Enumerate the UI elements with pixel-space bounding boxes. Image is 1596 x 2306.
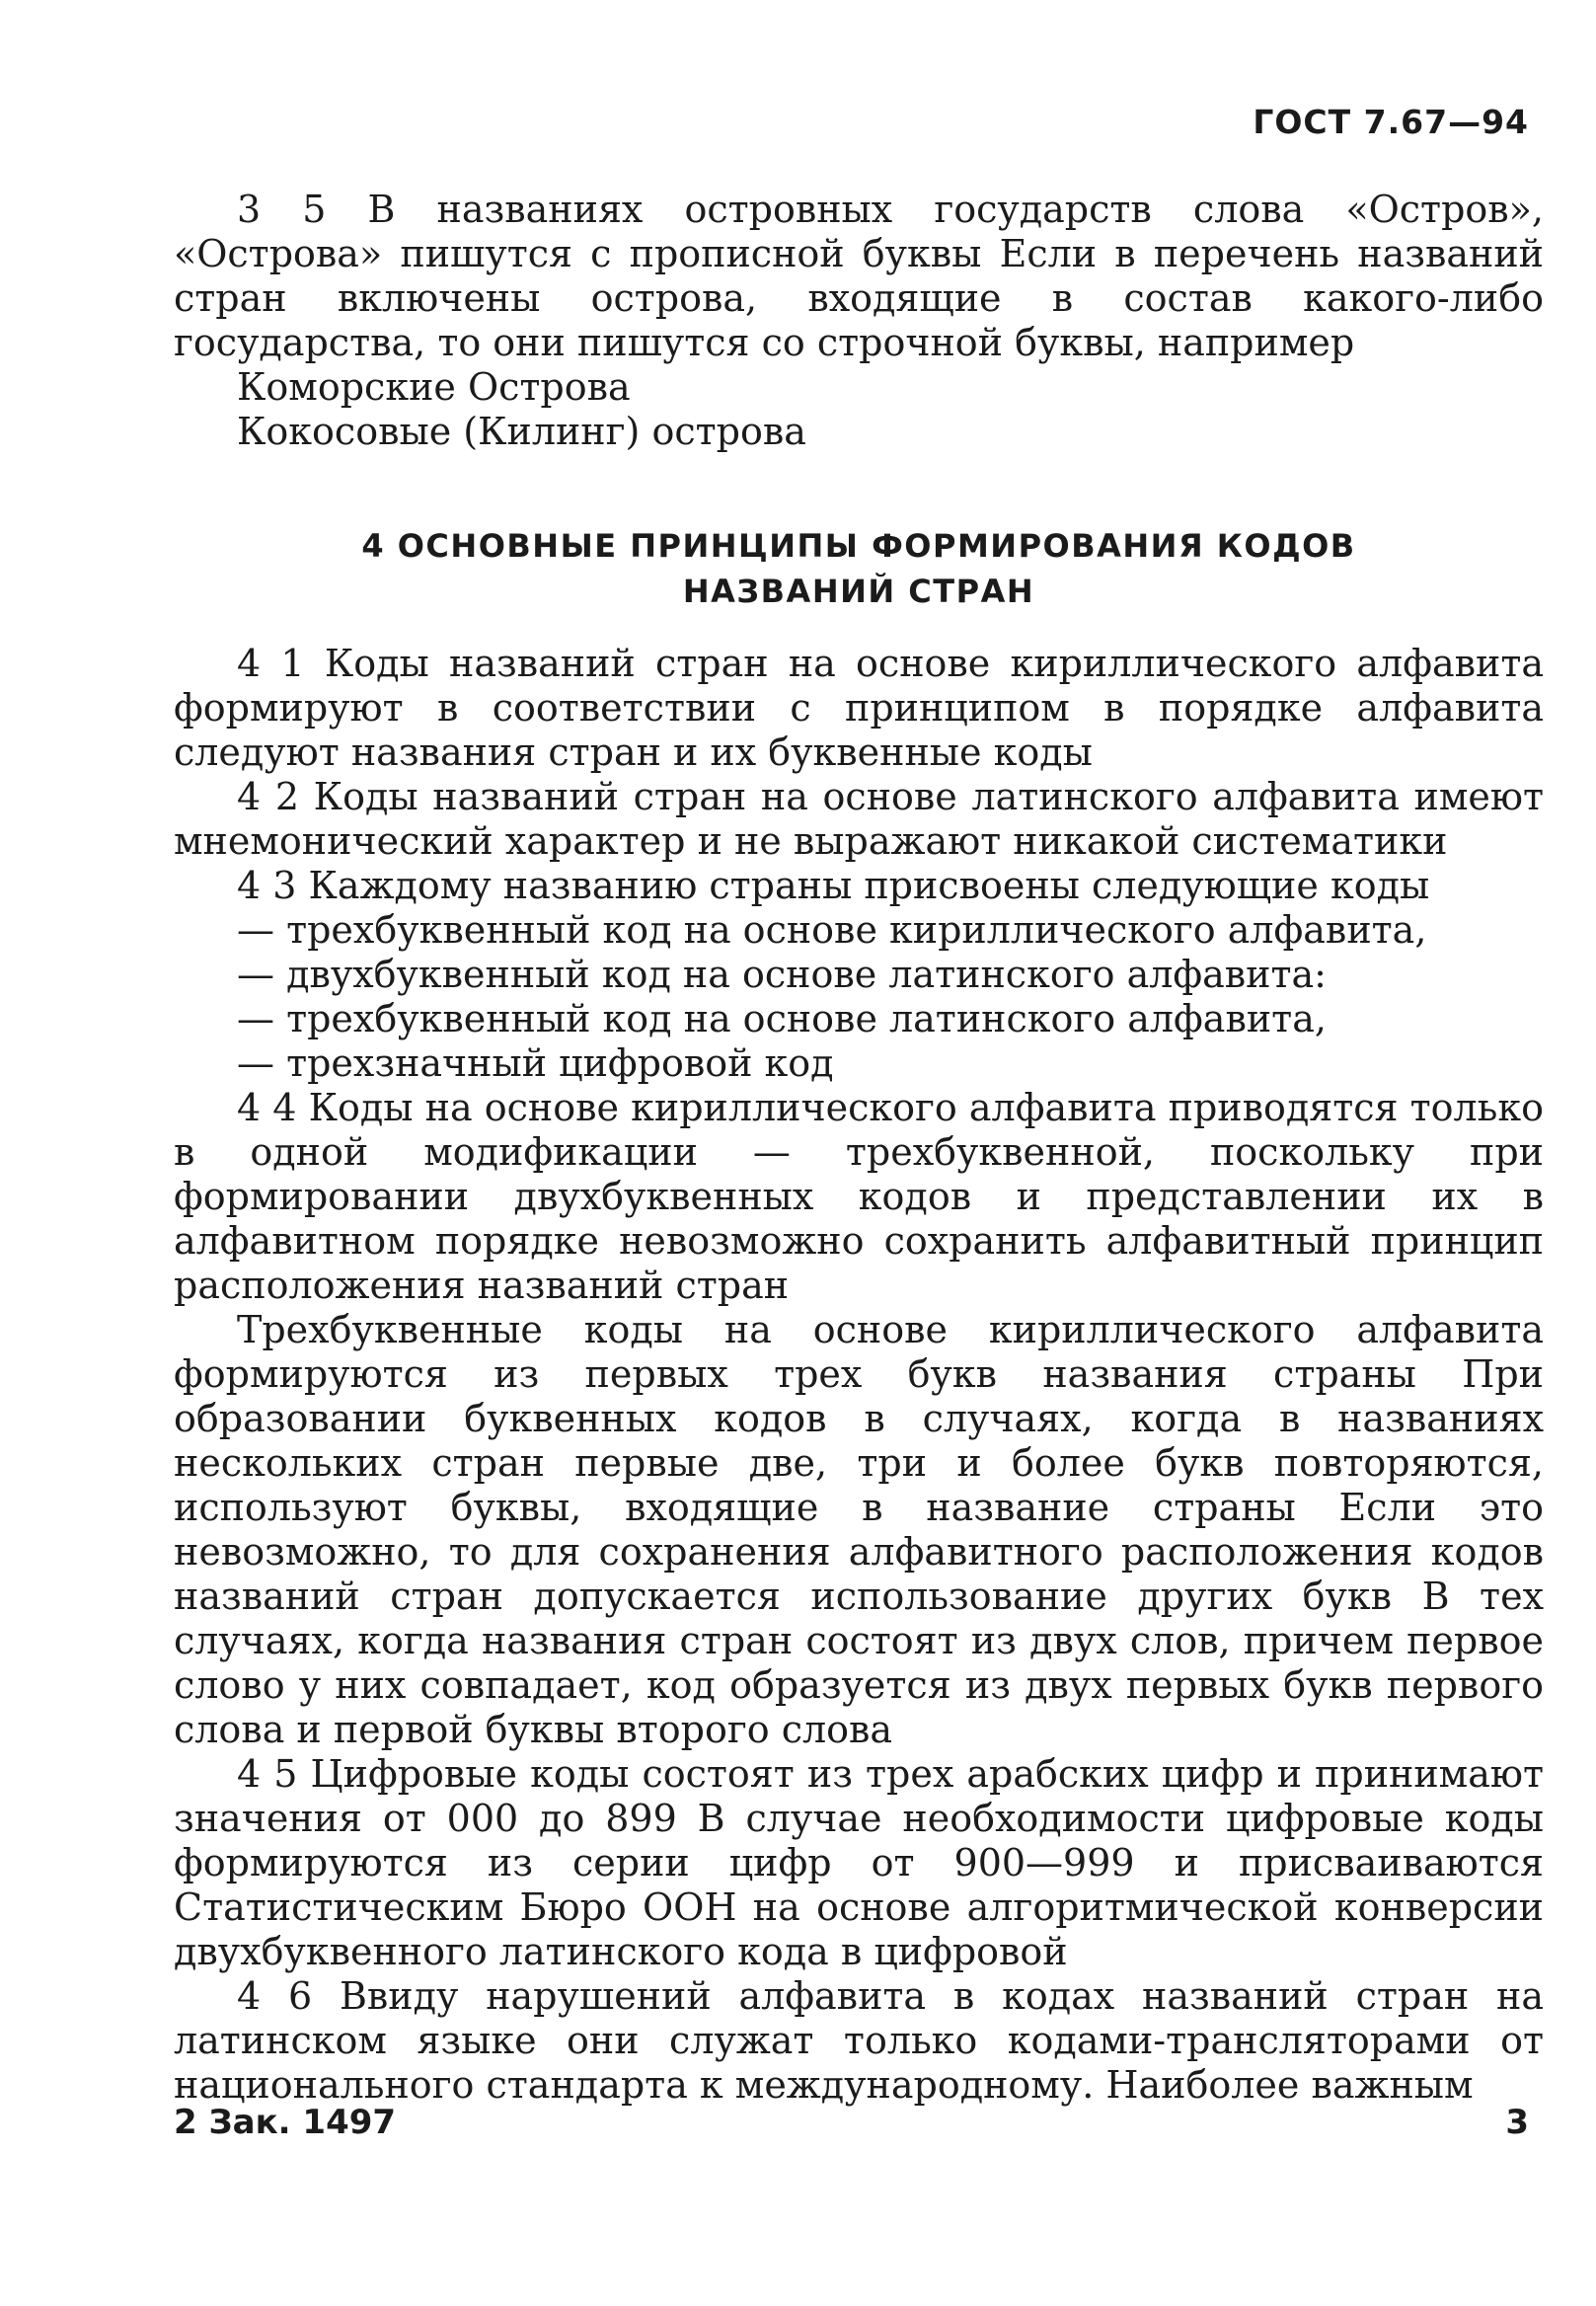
list-item: — двухбуквенный код на основе латинского алфавита: [237,953,1327,996]
paragraph-4-5: 4 5 Цифровые коды состоят из трех арабских цифр и принимают значения от 000 до 899 В случае необходимости цифровые коды формируются из серии цифр от 900—999 и присваиваются Статистическим Бюро ООН на основе алгоритмической конверсии двухбуквенного латинского кода в цифровой [174,1752,1544,1973]
list-item: — трехбуквенный код на основе латинского алфавита, [237,997,1327,1040]
order-number: 2 Зак. 1497 [174,2103,397,2142]
paragraph-3-5: 3 5 В названиях островных государств слова «Остров», «Острова» пишутся с прописной буквы Если в перечень названий стран включены острова, входящие в состав какого-либо государства, то они пишутся со строчной буквы, например [174,188,1544,364]
page-number: 3 [1505,2103,1529,2142]
section-4-block [174,642,1544,2108]
paragraph-4-4-continued: Трехбуквенные коды на основе кириллического алфавита формируются из первых трех букв названия страны При образовании буквенных кодов в случаях, когда в названиях нескольких стран первые две, три и более букв повторяются, используют буквы, входящие в название страны Если это невозможно, то для сохранения алфавитного расположения кодов названий стран допускается использование других букв В тех случаях, когда названия стран состоят из двух слов, причем первое слово у них совпадает, код образуется из двух первых букв первого слова и первой буквы второго слова [174,1308,1544,1751]
paragraph-4-4: 4 4 Коды на основе кириллического алфавита приводятся только в одной модификации — трехбуквенной, поскольку при формировании двухбуквенных кодов и представлении их в алфавитном порядке невозможно сохранить алфавитный принцип расположения названий стран [174,1086,1544,1307]
heading-line: НАЗВАНИЙ СТРАН [682,573,1035,610]
standard-header: ГОСТ 7.67—94 [1253,103,1529,141]
list-item: — трехзначный цифровой код [237,1041,834,1085]
heading-line: 4 ОСНОВНЫЕ ПРИНЦИПЫ ФОРМИРОВАНИЯ КОДОВ [361,527,1356,565]
section-3-block [174,188,1544,454]
paragraph-4-6: 4 6 Ввиду нарушений алфавита в кодах названий стран на латинском языке они служат только кодами-трансляторами от национального стандарта к международному. Наиболее важным [174,1974,1544,2107]
paragraph-4-2: 4 2 Коды названий стран на основе латинского алфавита имеют мнемонический характер и не выражают никакой систематики [174,775,1544,863]
list-item: — трехбуквенный код на основе кириллического алфавита, [237,908,1427,952]
example-line: Кокосовые (Килинг) острова [237,410,806,453]
paragraph-4-1: 4 1 Коды названий стран на основе кириллического алфавита формируют в соответствии с принципом в порядке алфавита следуют названия стран и их буквенные коды [174,642,1544,774]
section-4-heading [174,523,1544,614]
paragraph-4-3: 4 3 Каждому названию страны присвоены следующие коды [237,864,1430,907]
example-line: Коморские Острова [237,365,631,409]
